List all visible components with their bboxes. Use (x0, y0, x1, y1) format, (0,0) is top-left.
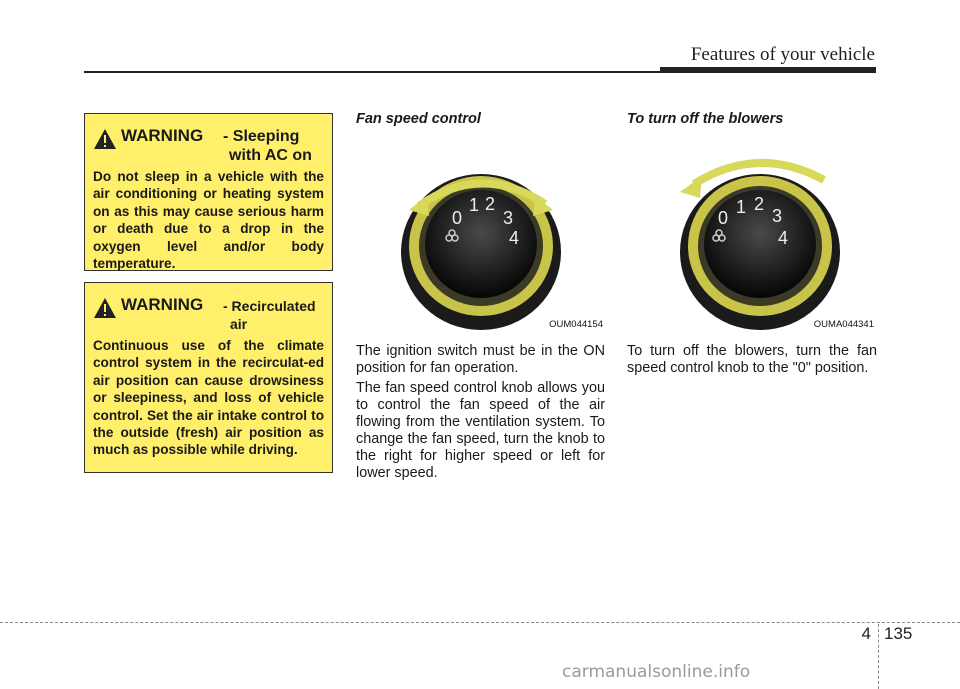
figure-code: OUM044154 (549, 319, 603, 330)
figure-turn-off-knob (628, 140, 876, 330)
footer-divider (878, 624, 879, 689)
paragraph-turn-off: To turn off the blowers, turn the fan speed control knob to the "0" position. (627, 343, 877, 376)
dial-label-1: 1 (736, 197, 747, 217)
warning-triangle-icon (93, 128, 117, 150)
page-number: 135 (884, 624, 913, 643)
warning-body: Continuous use of the climate control system in the recirculat-ed air position can cause drowsiness or sleepiness, and loss of vehicle control. Set the air intake control to the outside (fresh) air position as much as possible while driving. (93, 338, 324, 458)
warning-subtitle: - Sleeping (223, 128, 300, 145)
fan-knob-illustration (357, 140, 605, 330)
warning-subtitle-continued: with AC on (229, 147, 312, 164)
figure-code: OUMA044341 (813, 319, 874, 330)
dial-label-1: 1 (469, 195, 480, 215)
warning-triangle-icon (93, 297, 117, 319)
figure-fan-speed-knob (357, 140, 605, 330)
dial-label-3: 3 (503, 208, 514, 228)
paragraph-ignition: The ignition switch must be in the ON position for fan operation. (356, 343, 605, 376)
footer-rule (0, 622, 960, 623)
dial-label-0: 0 (718, 208, 729, 228)
chapter-number: 4 (861, 624, 871, 643)
warning-subtitle-continued: air (230, 316, 248, 332)
page-section-title: Features of your vehicle (690, 44, 875, 65)
section-heading-fan-speed: Fan speed control (356, 111, 481, 127)
dial-label-4: 4 (509, 228, 520, 248)
warning-box-sleeping (84, 113, 333, 271)
watermark: carmanualsonline.info (562, 662, 751, 682)
dial-label-0: 0 (452, 208, 463, 228)
dial-label-4: 4 (778, 228, 789, 248)
warning-header (93, 293, 324, 337)
warning-label: WARNING (121, 126, 204, 145)
dial-label-3: 3 (772, 206, 783, 226)
warning-subtitle: - Recirculated (223, 298, 316, 314)
section-heading-turn-off: To turn off the blowers (627, 111, 784, 127)
warning-box-recirculated (84, 282, 333, 473)
warning-body: Do not sleep in a vehicle with the air conditioning or heating system on as this may cause serious harm or death due to a drop in the oxygen level and/or body temperature. (93, 169, 324, 272)
header-rule-accent (660, 67, 876, 73)
fan-knob-off-illustration (628, 140, 876, 330)
warning-header (93, 124, 324, 168)
paragraph-fan-speed: The fan speed control knob allows you to control the fan speed of the air flowing from the ventilation system. To change the fan speed, turn the knob to the right for higher speed or left for lower speed. (356, 380, 605, 481)
warning-label: WARNING (121, 295, 204, 314)
dial-label-2: 2 (754, 194, 765, 214)
dial-label-2: 2 (485, 194, 496, 214)
